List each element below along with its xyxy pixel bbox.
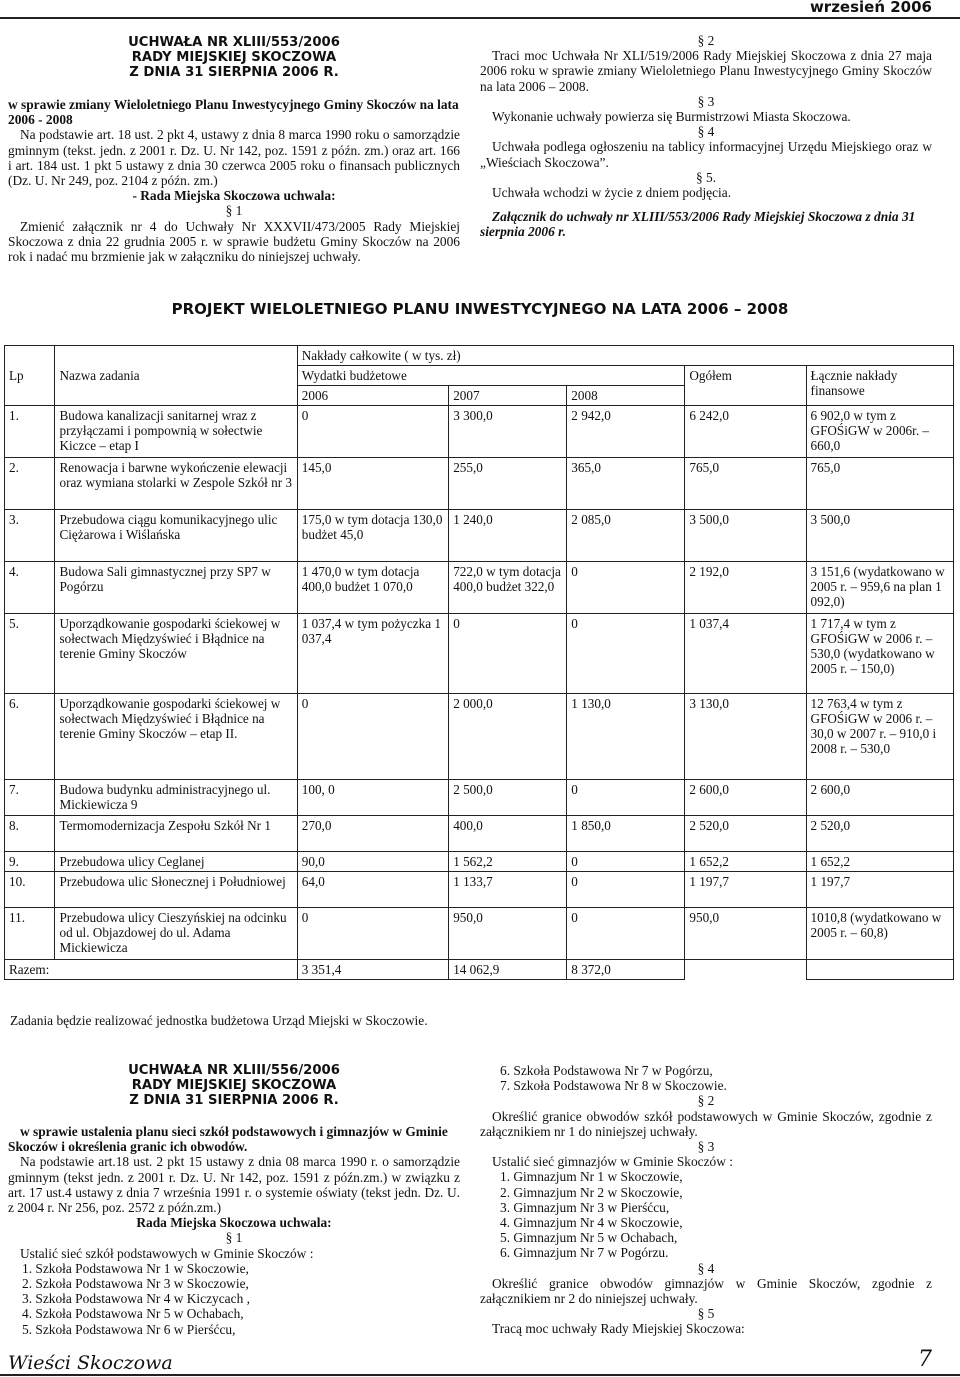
table-row — [5, 852, 954, 872]
cell-y2006: 90,0 — [297, 852, 448, 872]
cell-y2007: 722,0 w tym dotacja 400,0 budżet 322,0 — [449, 562, 567, 614]
newspaper-logo: Wieści Skoczowa — [8, 1352, 173, 1374]
plan-note: Zadania będzie realizować jednostka budżetowa Urząd Miejski w Skoczowie. — [10, 1013, 428, 1028]
cell-name: Uporządkowanie gospodarki ściekowej w sołectwach Międzyświeć i Błądnice na terenie Gminy Skoczów — [55, 614, 297, 694]
cell-fin: 2 520,0 — [806, 816, 953, 852]
cell-fin: 3 500,0 — [806, 510, 953, 562]
res2-text-1: Ustalić sieć szkół podstawowych w Gminie Skoczów : — [20, 1245, 314, 1261]
res1-annex-note: Załącznik do uchwały nr XLIII/553/2006 Rady Miejskiej Skoczowa z dnia 31 sierpnia 2006 r. — [480, 209, 916, 240]
cell-lp: 9. — [5, 852, 55, 872]
res2-text-5: Tracą moc uchwały Rady Miejskiej Skoczowa: — [492, 1321, 745, 1337]
table-row — [5, 458, 954, 510]
res2-date: Z DNIA 31 SIERPNIA 2006 R. — [129, 1093, 339, 1108]
header-budget-expenses: Wydatki budżetowe — [297, 366, 685, 386]
cell-total: 6 242,0 — [685, 406, 806, 458]
res2-text-4: Określić granice obwodów gimnazjów w Gminie Skoczów, zgodnie z załącznikiem nr 2 do niniejszej uchwały. — [480, 1275, 932, 1307]
res1-number: UCHWAŁA NR XLIII/553/2006 — [128, 35, 340, 50]
resolution-1-right — [480, 33, 932, 240]
page-number: 7 — [918, 1347, 932, 1372]
list-item: 2. Szkoła Podstawowa Nr 3 w Skoczowie, — [22, 1276, 249, 1292]
cell-y2006: 0 — [297, 406, 448, 458]
cell-fin: 1 717,4 w tym z GFOŚiGW w 2006 r. – 530,0 (wydatkowano w 2005 r. – 150,0) — [806, 614, 953, 694]
cell-fin: 1 652,2 — [806, 852, 953, 872]
cell-y2008: 1 850,0 — [567, 816, 685, 852]
cell-name: Budowa Sali gimnastycznej przy SP7 w Pogórzu — [55, 562, 297, 614]
res1-date: Z DNIA 31 SIERPNIA 2006 R. — [129, 65, 339, 80]
list-item: 6. Gimnazjum Nr 7 w Pogórzu. — [500, 1245, 669, 1261]
table-row — [5, 872, 954, 908]
cell-lp: 11. — [5, 908, 55, 960]
header-year-2006: 2006 — [297, 386, 448, 406]
sum-label: Razem: — [5, 960, 298, 980]
table-row — [5, 562, 954, 614]
header-year-2007: 2007 — [449, 386, 567, 406]
cell-y2008: 2 085,0 — [567, 510, 685, 562]
cell-fin: 6 902,0 w tym z GFOŚiGW w 2006r. – 660,0 — [806, 406, 953, 458]
table-row — [5, 908, 954, 960]
res1-section-4: § 4 — [697, 124, 715, 140]
cell-y2007: 2 500,0 — [449, 780, 567, 816]
res2-section-5: § 5 — [697, 1306, 715, 1322]
sum-2006: 3 351,4 — [297, 960, 448, 980]
cell-y2008: 0 — [567, 852, 685, 872]
res1-subject: w sprawie zmiany Wieloletniego Planu Inwestycyjnego Gminy Skoczów na lata 2006 - 2008 — [8, 97, 459, 128]
res2-basis: Na podstawie art.18 ust. 2 pkt 15 ustawy z dnia 08 marca 1990 r. o samorządzie gminnym (tekst jedn. z 2001 r. Dz. U. Nr 142, poz. 1591 z późn.zm.) w związku z art. 17 ust.4 ustawy z dnia 7 września 1991 r. o systemie oświaty (tekst jedn. Dz. U. z 2004 r. Nr 256, poz. 2572 z późn.zm.) — [8, 1154, 460, 1216]
cell-total: 2 520,0 — [685, 816, 806, 852]
cell-y2006: 100, 0 — [297, 780, 448, 816]
table-sum-row — [5, 960, 954, 980]
res2-section-4: § 4 — [697, 1260, 715, 1276]
cell-lp: 2. — [5, 458, 55, 510]
cell-total: 1 037,4 — [685, 614, 806, 694]
res2-section-3: § 3 — [697, 1139, 715, 1155]
cell-total: 3 130,0 — [685, 694, 806, 780]
sum-empty — [685, 960, 806, 980]
cell-fin: 1 197,7 — [806, 872, 953, 908]
footer-rule — [0, 1374, 960, 1376]
school-list — [8, 1261, 460, 1337]
list-item: 7. Szkoła Podstawowa Nr 8 w Skoczowie. — [500, 1078, 727, 1094]
header-rule — [0, 17, 960, 19]
res2-number: UCHWAŁA NR XLIII/556/2006 — [128, 1063, 340, 1078]
cell-total: 765,0 — [685, 458, 806, 510]
table-row — [5, 614, 954, 694]
res1-text-5: Uchwała wchodzi w życie z dniem podjęcia. — [492, 185, 732, 201]
cell-y2008: 0 — [567, 562, 685, 614]
list-item: 3. Gimnazjum Nr 3 w Pierśćcu, — [500, 1199, 670, 1215]
cell-name: Przebudowa ulicy Cieszyńskiej na odcinku od ul. Objazdowej do ul. Adama Mickiewicza — [55, 908, 297, 960]
res2-section-2: § 2 — [697, 1093, 715, 1109]
cell-y2008: 0 — [567, 872, 685, 908]
cell-fin: 3 151,6 (wydatkowano w 2005 r. – 959,6 na plan 1 092,0) — [806, 562, 953, 614]
cell-y2006: 175,0 w tym dotacja 130,0 budżet 45,0 — [297, 510, 448, 562]
res2-section-1: § 1 — [225, 1230, 243, 1246]
table-row — [5, 694, 954, 780]
cell-lp: 3. — [5, 510, 55, 562]
cell-lp: 1. — [5, 406, 55, 458]
cell-total: 1 197,7 — [685, 872, 806, 908]
cell-y2007: 2 000,0 — [449, 694, 567, 780]
cell-y2006: 270,0 — [297, 816, 448, 852]
cell-y2007: 400,0 — [449, 816, 567, 852]
cell-name: Termomodernizacja Zespołu Szkół Nr 1 — [55, 816, 297, 852]
resolution-2-left — [8, 1063, 460, 1337]
cell-name: Przebudowa ulic Słonecznej i Południowej — [55, 872, 297, 908]
res2-text-3: Ustalić sieć gimnazjów w Gminie Skoczów : — [492, 1154, 733, 1170]
cell-y2006: 0 — [297, 908, 448, 960]
res1-section-5: § 5. — [695, 169, 717, 185]
list-item: 1. Gimnazjum Nr 1 w Skoczowie, — [500, 1169, 683, 1185]
cell-y2008: 0 — [567, 908, 685, 960]
header-financing: Łącznie nakłady finansowe — [806, 366, 953, 406]
res1-text-3: Wykonanie uchwały powierza się Burmistrzowi Miasta Skoczowa. — [492, 109, 851, 125]
header-lp: Lp — [5, 346, 55, 406]
cell-name: Budowa kanalizacji sanitarnej wraz z przyłączami i pompownią w sołectwie Kiczce – etap I — [55, 406, 297, 458]
cell-y2007: 950,0 — [449, 908, 567, 960]
table-row — [5, 816, 954, 852]
cell-y2007: 1 240,0 — [449, 510, 567, 562]
resolution-1-left — [8, 35, 460, 264]
res1-basis: Na podstawie art. 18 ust. 2 pkt 4, ustawy z dnia 8 marca 1990 roku o samorządzie gminnym (tekst. jedn. z 2001 r. Dz. U. Nr 142, poz. 1591 z późn. zm.) oraz art. 166 i art. 184 ust. 1 pkt 5 ustawy z dnia 30 czerwca 2005 roku o finansach publicznych (Dz. U. Nr 249, poz. 2104 z późn. zm.) — [8, 127, 460, 189]
cell-lp: 6. — [5, 694, 55, 780]
cell-y2008: 2 942,0 — [567, 406, 685, 458]
cell-y2007: 0 — [449, 614, 567, 694]
cell-fin: 2 600,0 — [806, 780, 953, 816]
header-task-name: Nazwa zadania — [55, 346, 297, 406]
cell-y2008: 0 — [567, 780, 685, 816]
cell-y2007: 3 300,0 — [449, 406, 567, 458]
table-row — [5, 510, 954, 562]
cell-y2008: 0 — [567, 614, 685, 694]
header-year-2008: 2008 — [567, 386, 685, 406]
table-header-row — [5, 346, 954, 366]
res1-section-3: § 3 — [697, 93, 715, 109]
table-row — [5, 780, 954, 816]
res1-text-4: Uchwała podlega ogłoszeniu na tablicy informacyjnej Urzędu Miejskiego oraz w „Wieściach Skoczowa”. — [480, 139, 932, 170]
cell-y2007: 255,0 — [449, 458, 567, 510]
table-row — [5, 406, 954, 458]
list-item: 6. Szkoła Podstawowa Nr 7 w Pogórzu, — [500, 1063, 713, 1078]
res1-council-decides: - Rada Miejska Skoczowa uchwala: — [132, 188, 336, 204]
list-item: 4. Szkoła Podstawowa Nr 5 w Ochabach, — [22, 1306, 244, 1322]
res2-council: RADY MIEJSKIEJ SKOCZOWA — [131, 1078, 337, 1093]
res1-text-2: Traci moc Uchwała Nr XLI/519/2006 Rady Miejskiej Skoczowa z dnia 27 maja 2006 roku w sprawie zmiany Wieloletniego Planu Inwestycyjnego Gminy Skoczów na lata 2006 – 2008. — [480, 48, 932, 94]
cell-y2008: 1 130,0 — [567, 694, 685, 780]
plan-title: PROJEKT WIELOLETNIEGO PLANU INWESTYCYJNEGO NA LATA 2006 – 2008 — [171, 300, 789, 318]
cell-lp: 8. — [5, 816, 55, 852]
cell-y2006: 1 037,4 w tym pożyczka 1 037,4 — [297, 614, 448, 694]
res1-section-1: § 1 — [225, 203, 243, 219]
cell-y2007: 1 133,7 — [449, 872, 567, 908]
sum-empty-box — [806, 960, 953, 980]
cell-total: 3 500,0 — [685, 510, 806, 562]
res1-text-1: Zmienić załącznik nr 4 do Uchwały Nr XXXVII/473/2005 Rady Miejskiej Skoczowa z dnia 22 grudnia 2005 r. w sprawie budżetu Gminy Skoczów na 2006 rok i nadać mu brzmienie jak w załączniku do niniejszej uchwały. — [8, 218, 460, 265]
cell-fin: 765,0 — [806, 458, 953, 510]
cell-lp: 7. — [5, 780, 55, 816]
list-item: 5. Szkoła Podstawowa Nr 6 w Pierśćcu, — [22, 1321, 236, 1337]
cell-y2008: 365,0 — [567, 458, 685, 510]
res2-text-2: Określić granice obwodów szkół podstawowych w Gminie Skoczów, zgodnie z załącznikiem nr 1 do niniejszej uchwały. — [480, 1108, 932, 1139]
cell-y2006: 0 — [297, 694, 448, 780]
res1-council: RADY MIEJSKIEJ SKOCZOWA — [131, 50, 337, 65]
cell-lp: 10. — [5, 872, 55, 908]
sum-2008: 8 372,0 — [567, 960, 685, 980]
table-body — [5, 406, 954, 960]
cell-y2007: 1 562,2 — [449, 852, 567, 872]
res1-section-2: § 2 — [697, 33, 715, 48]
cell-lp: 5. — [5, 614, 55, 694]
list-item: 4. Gimnazjum Nr 4 w Skoczowie, — [500, 1215, 683, 1231]
cell-name: Uporządkowanie gospodarki ściekowej w sołectwach Międzyświeć i Błądnice na terenie Gminy Skoczów – etap II. — [55, 694, 297, 780]
header-total-costs: Nakłady całkowite ( w tys. zł) — [297, 346, 953, 366]
list-item: 1. Szkoła Podstawowa Nr 1 w Skoczowie, — [22, 1260, 249, 1276]
gymnasium-list — [480, 1169, 932, 1260]
header-total: Ogółem — [685, 366, 806, 406]
cell-name: Przebudowa ulicy Ceglanej — [55, 852, 297, 872]
cell-name: Budowa budynku administracyjnego ul. Mickiewicza 9 — [55, 780, 297, 816]
cell-y2006: 145,0 — [297, 458, 448, 510]
school-list-continued — [480, 1063, 932, 1093]
cell-total: 950,0 — [685, 908, 806, 960]
cell-y2006: 64,0 — [297, 872, 448, 908]
res2-subject: w sprawie ustalenia planu sieci szkół podstawowych i gimnazjów w Gminie Skoczów i określenia granic ich obwodów. — [8, 1124, 448, 1155]
cell-y2006: 1 470,0 w tym dotacja 400,0 budżet 1 070,0 — [297, 562, 448, 614]
cell-lp: 4. — [5, 562, 55, 614]
investment-plan-table — [4, 345, 954, 980]
list-item: 3. Szkoła Podstawowa Nr 4 w Kiczycach , — [22, 1291, 250, 1307]
list-item: 2. Gimnazjum Nr 2 w Skoczowie, — [500, 1184, 683, 1200]
res2-council-decides: Rada Miejska Skoczowa uchwala: — [136, 1215, 332, 1231]
cell-total: 2 192,0 — [685, 562, 806, 614]
cell-fin: 1010,8 (wydatkowano w 2005 r. – 60,8) — [806, 908, 953, 960]
sum-2007: 14 062,9 — [449, 960, 567, 980]
issue-month: wrzesień 2006 — [809, 0, 932, 16]
cell-name: Przebudowa ciągu komunikacyjnego ulic Ciężarowa i Wiślańska — [55, 510, 297, 562]
cell-fin: 12 763,4 w tym z GFOŚiGW w 2006 r. – 30,0 w 2007 r. – 910,0 i 2008 r. – 530,0 — [806, 694, 953, 780]
resolution-2-right — [480, 1063, 932, 1337]
cell-name: Renowacja i barwne wykończenie elewacji oraz wymiana stolarki w Zespole Szkół nr 3 — [55, 458, 297, 510]
list-item: 5. Gimnazjum Nr 5 w Ochabach, — [500, 1230, 678, 1246]
cell-total: 1 652,2 — [685, 852, 806, 872]
cell-total: 2 600,0 — [685, 780, 806, 816]
